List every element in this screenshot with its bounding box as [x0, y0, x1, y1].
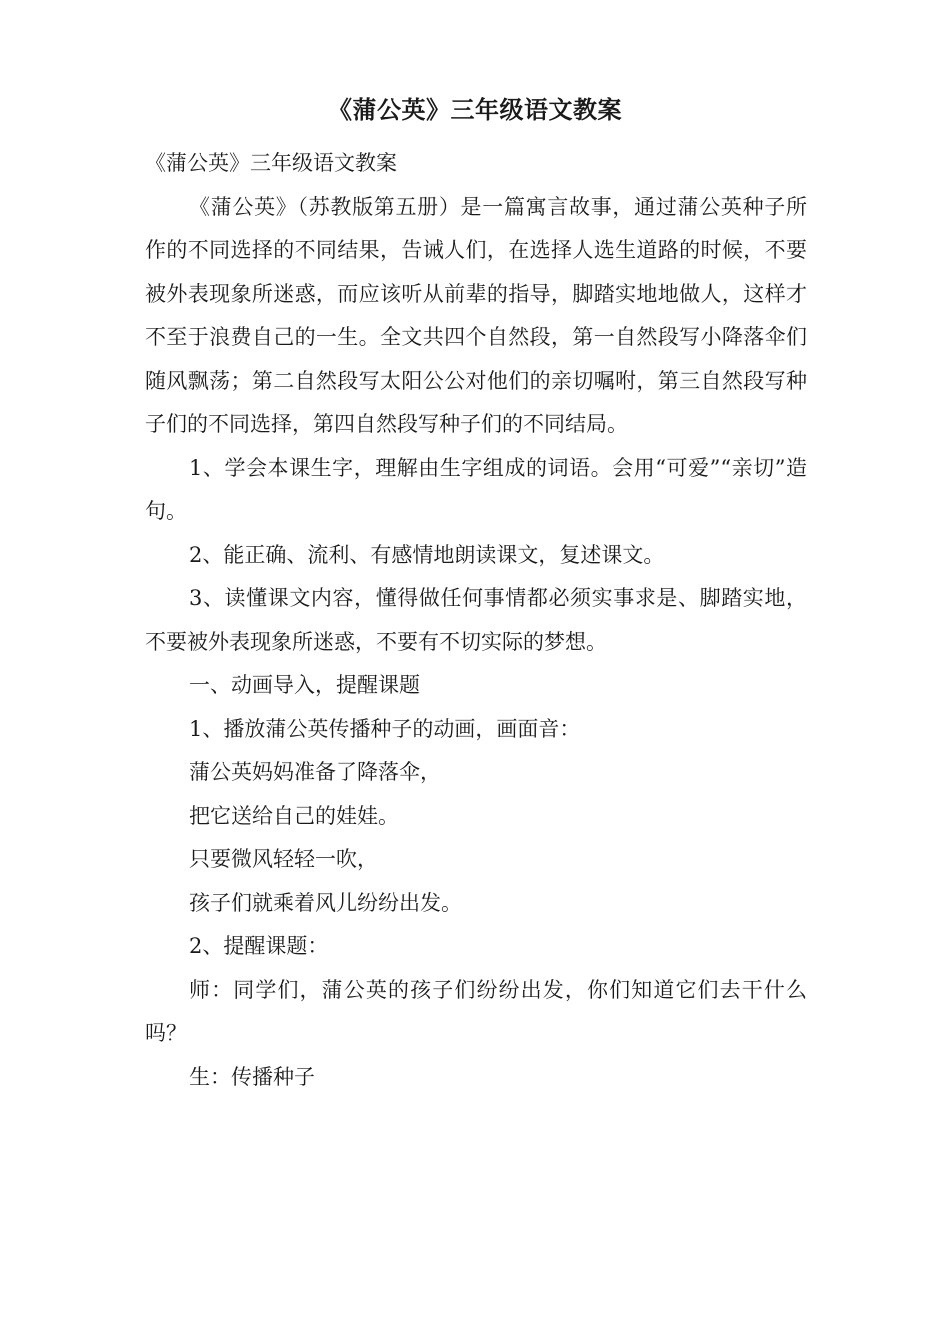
- intro-paragraph: 《蒲公英》（苏教版第五册）是一篇寓言故事，通过蒲公英种子所作的不同选择的不同结果，告诫人们，在选择人选生道路的时候，不要被外表现象所迷惑，而应该听从前辈的指导，脚踏实地地做人，这样才不至于浪费自己的一生。全文共四个自然段，第一自然段写小降落伞们随风飘荡；第二自然段写太阳公公对他们的亲切嘱咐，第三自然段写种子们的不同选择，第四自然段写种子们的不同结局。: [145, 194, 807, 436]
- poem-line-2: 把它送给自己的娃娃。: [189, 803, 399, 828]
- subtitle-paragraph: 《蒲公英》三年级语文教案: [145, 151, 397, 175]
- poem-line-1: 蒲公英妈妈准备了降落伞，: [189, 760, 441, 784]
- document-title: 《蒲公英》三年级语文教案: [328, 95, 622, 124]
- objective-2-paragraph: 2、能正确、流利、有感情地朗读课文，复述课文。: [189, 542, 665, 567]
- section-heading-1: 一、动画导入，提醒课题: [189, 673, 420, 697]
- student-answer-paragraph: 生：传播种子: [189, 1064, 315, 1089]
- objective-3-paragraph: 3、读懂课文内容，懂得做任何事情都必须实事求是、脚踏实地，不要被外表现象所迷惑，不要有不切实际的梦想。: [145, 586, 807, 654]
- step-2-paragraph: 2、提醒课题：: [189, 934, 329, 958]
- poem-line-4: 孩子们就乘着风儿纷纷出发。: [189, 890, 462, 915]
- poem-line-3: 只要微风轻轻一吹，: [189, 847, 378, 871]
- teacher-question-paragraph: 师：同学们，蒲公英的孩子们纷纷出发，你们知道它们去干什么吗？: [145, 977, 807, 1045]
- objective-1-paragraph: 1、学会本课生字，理解由生字组成的词语。会用“可爱”“亲切”造句。: [145, 455, 807, 523]
- document-body: [145, 142, 807, 1099]
- step-1-paragraph: 1、播放蒲公英传播种子的动画，画面音：: [189, 716, 581, 741]
